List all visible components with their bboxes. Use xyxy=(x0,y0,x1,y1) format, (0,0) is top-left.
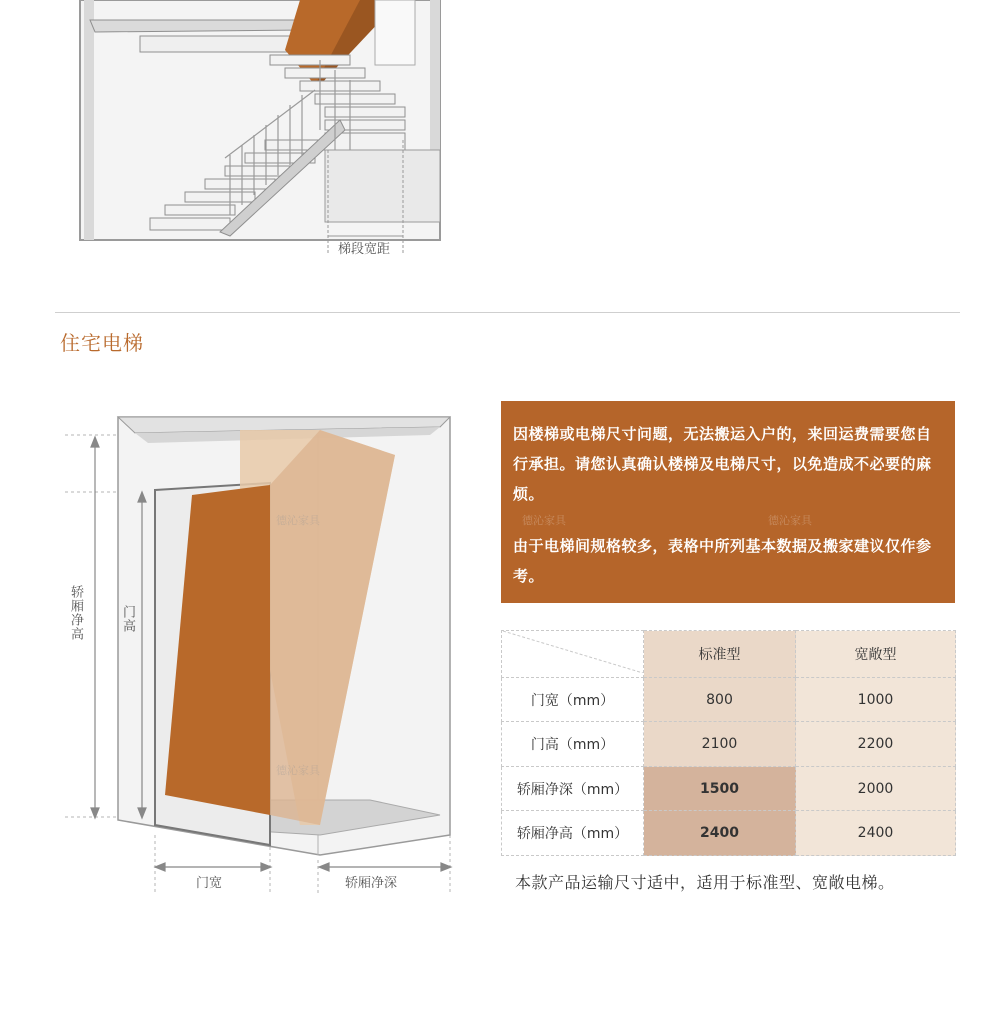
table-row xyxy=(502,678,956,722)
column-header-standard: 标准型 xyxy=(644,631,796,678)
standard-value: 800 xyxy=(644,678,796,722)
watermark: 德沁家具 xyxy=(522,514,566,527)
watermark: 德沁家具 xyxy=(276,764,320,777)
row-label: 轿厢净高（mm） xyxy=(502,811,644,856)
elevator-spec-table xyxy=(501,630,956,856)
row-label: 门宽（mm） xyxy=(502,678,644,722)
row-label: 门高（mm） xyxy=(502,722,644,767)
wide-value: 1000 xyxy=(796,678,956,722)
table-row xyxy=(502,722,956,767)
stair-width-label: 梯段宽距 xyxy=(337,242,390,257)
car-height-label: 轿厢净高 xyxy=(68,585,83,641)
table-row xyxy=(502,811,956,856)
row-label: 轿厢净深（mm） xyxy=(502,767,644,811)
elevator-illustration xyxy=(60,395,460,905)
notice-paragraph-1: 因楼梯或电梯尺寸问题，无法搬运入户的，来回运费需要您自行承担。请您认真确认楼梯及电梯尺寸，以免造成不必要的麻烦。 xyxy=(513,425,932,503)
door-width-label: 门宽 xyxy=(196,876,223,891)
car-depth-label: 轿厢净深 xyxy=(345,876,398,891)
table-row xyxy=(502,767,956,811)
diagonal-line xyxy=(503,631,643,673)
notice-box xyxy=(501,401,955,603)
table-note: 本款产品运输尺寸适中，适用于标准型、宽敞电梯。 xyxy=(515,873,895,892)
watermark: 德沁家具 xyxy=(276,514,320,527)
wide-value: 2200 xyxy=(796,722,956,767)
wide-value: 2000 xyxy=(796,767,956,811)
section-title: 住宅电梯 xyxy=(60,331,144,355)
table-header-row xyxy=(502,631,956,678)
wide-value: 2400 xyxy=(796,811,956,856)
table-corner xyxy=(502,631,644,678)
door-height-label: 门高 xyxy=(120,605,135,633)
standard-value: 1500 xyxy=(644,767,796,811)
stair-illustration xyxy=(70,0,470,262)
column-header-wide: 宽敞型 xyxy=(796,631,956,678)
standard-value: 2400 xyxy=(644,811,796,856)
notice-paragraph-2: 由于电梯间规格较多，表格中所列基本数据及搬家建议仅作参考。 xyxy=(513,537,932,585)
watermark: 德沁家具 xyxy=(768,514,812,527)
standard-value: 2100 xyxy=(644,722,796,767)
section-divider xyxy=(55,312,960,313)
